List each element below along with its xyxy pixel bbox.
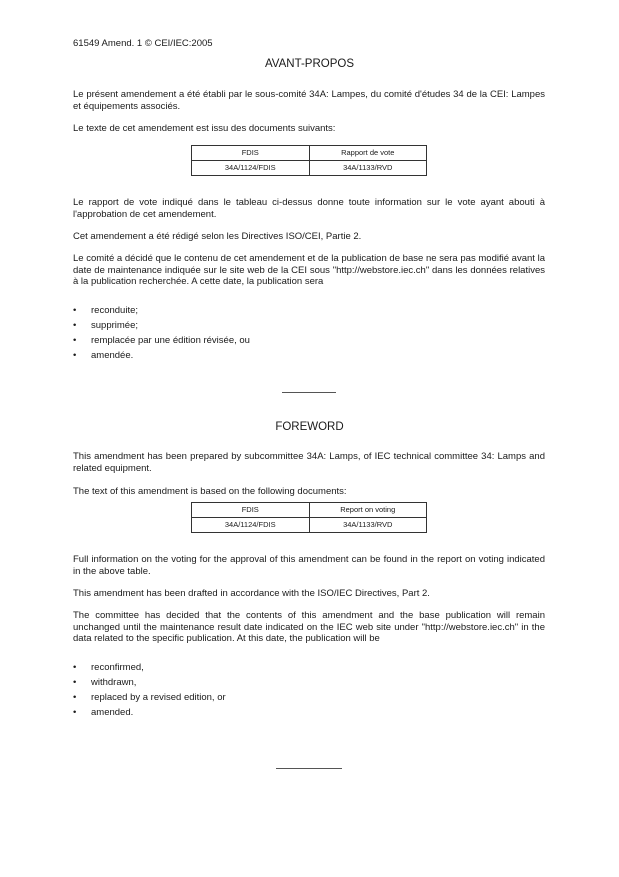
table-cell: 34A/1124/FDIS <box>192 161 310 176</box>
en-paragraph-1: This amendment has been prepared by subcommittee 34A: Lamps, of IEC technical committee 34: Lamps and related equipment. <box>73 451 545 474</box>
en-paragraph-4: This amendment has been drafted in accordance with the ISO/IEC Directives, Part 2. <box>73 588 430 599</box>
list-item: • replaced by a revised edition, or <box>73 692 226 703</box>
list-item: • supprimée; <box>73 320 138 331</box>
end-divider <box>276 768 342 769</box>
table-header-cell: Report on voting <box>309 503 427 518</box>
list-item: • amendée. <box>73 350 134 361</box>
list-item: • remplacée par une édition révisée, ou <box>73 335 250 346</box>
en-bullet-list <box>73 660 226 720</box>
page-header: 61549 Amend. 1 © CEI/IEC:2005 <box>73 38 213 49</box>
fr-paragraph-3: Le rapport de vote indiqué dans le tableau ci-dessus donne toute information sur le vote ayant abouti à l'approbation de cet amendement. <box>73 197 545 220</box>
table-cell: 34A/1133/RVD <box>309 518 427 533</box>
en-paragraph-3: Full information on the voting for the approval of this amendment can be found in the report on voting indicated in the above table. <box>73 554 545 577</box>
fr-paragraph-2: Le texte de cet amendement est issu des documents suivants: <box>73 123 336 134</box>
table-header-cell: Rapport de vote <box>309 146 427 161</box>
table-header-row <box>192 146 427 161</box>
list-item: • amended. <box>73 707 134 718</box>
table-row <box>192 518 427 533</box>
list-item: • reconduite; <box>73 305 139 316</box>
section-divider <box>282 392 336 393</box>
fr-paragraph-5: Le comité a décidé que le contenu de cet amendement et de la publication de base ne sera pas modifié avant la date de maintenance indiquée sur le site web de la CEI sous "http://webstore.iec.ch" dans les données relatives à la publication recherchée. A cette date, la publication sera <box>73 253 545 287</box>
table-cell: 34A/1124/FDIS <box>192 518 310 533</box>
fr-bullet-list <box>73 303 250 363</box>
table-cell: 34A/1133/RVD <box>309 161 427 176</box>
fr-paragraph-4: Cet amendement a été rédigé selon les Directives ISO/CEI, Partie 2. <box>73 231 362 242</box>
table-header-row <box>192 503 427 518</box>
list-item: • reconfirmed, <box>73 662 144 673</box>
fr-title: AVANT-PROPOS <box>264 58 355 70</box>
fr-documents-table <box>191 145 427 176</box>
table-header-cell: FDIS <box>192 146 310 161</box>
fr-paragraph-1: Le présent amendement a été établi par le sous-comité 34A: Lampes, du comité d'études 34 de la CEI: Lampes et équipements associés. <box>73 89 545 112</box>
en-paragraph-5: The committee has decided that the contents of this amendment and the base publication will remain unchanged until the maintenance result date indicated on the IEC web site under "http://webstore.iec.ch" in the data related to the specific publication. At this date, the publication will be <box>73 610 545 644</box>
table-row <box>192 161 427 176</box>
en-documents-table <box>191 502 427 533</box>
en-paragraph-2: The text of this amendment is based on the following documents: <box>73 486 347 497</box>
en-title: FOREWORD <box>275 421 344 433</box>
table-header-cell: FDIS <box>192 503 310 518</box>
list-item: • withdrawn, <box>73 677 137 688</box>
